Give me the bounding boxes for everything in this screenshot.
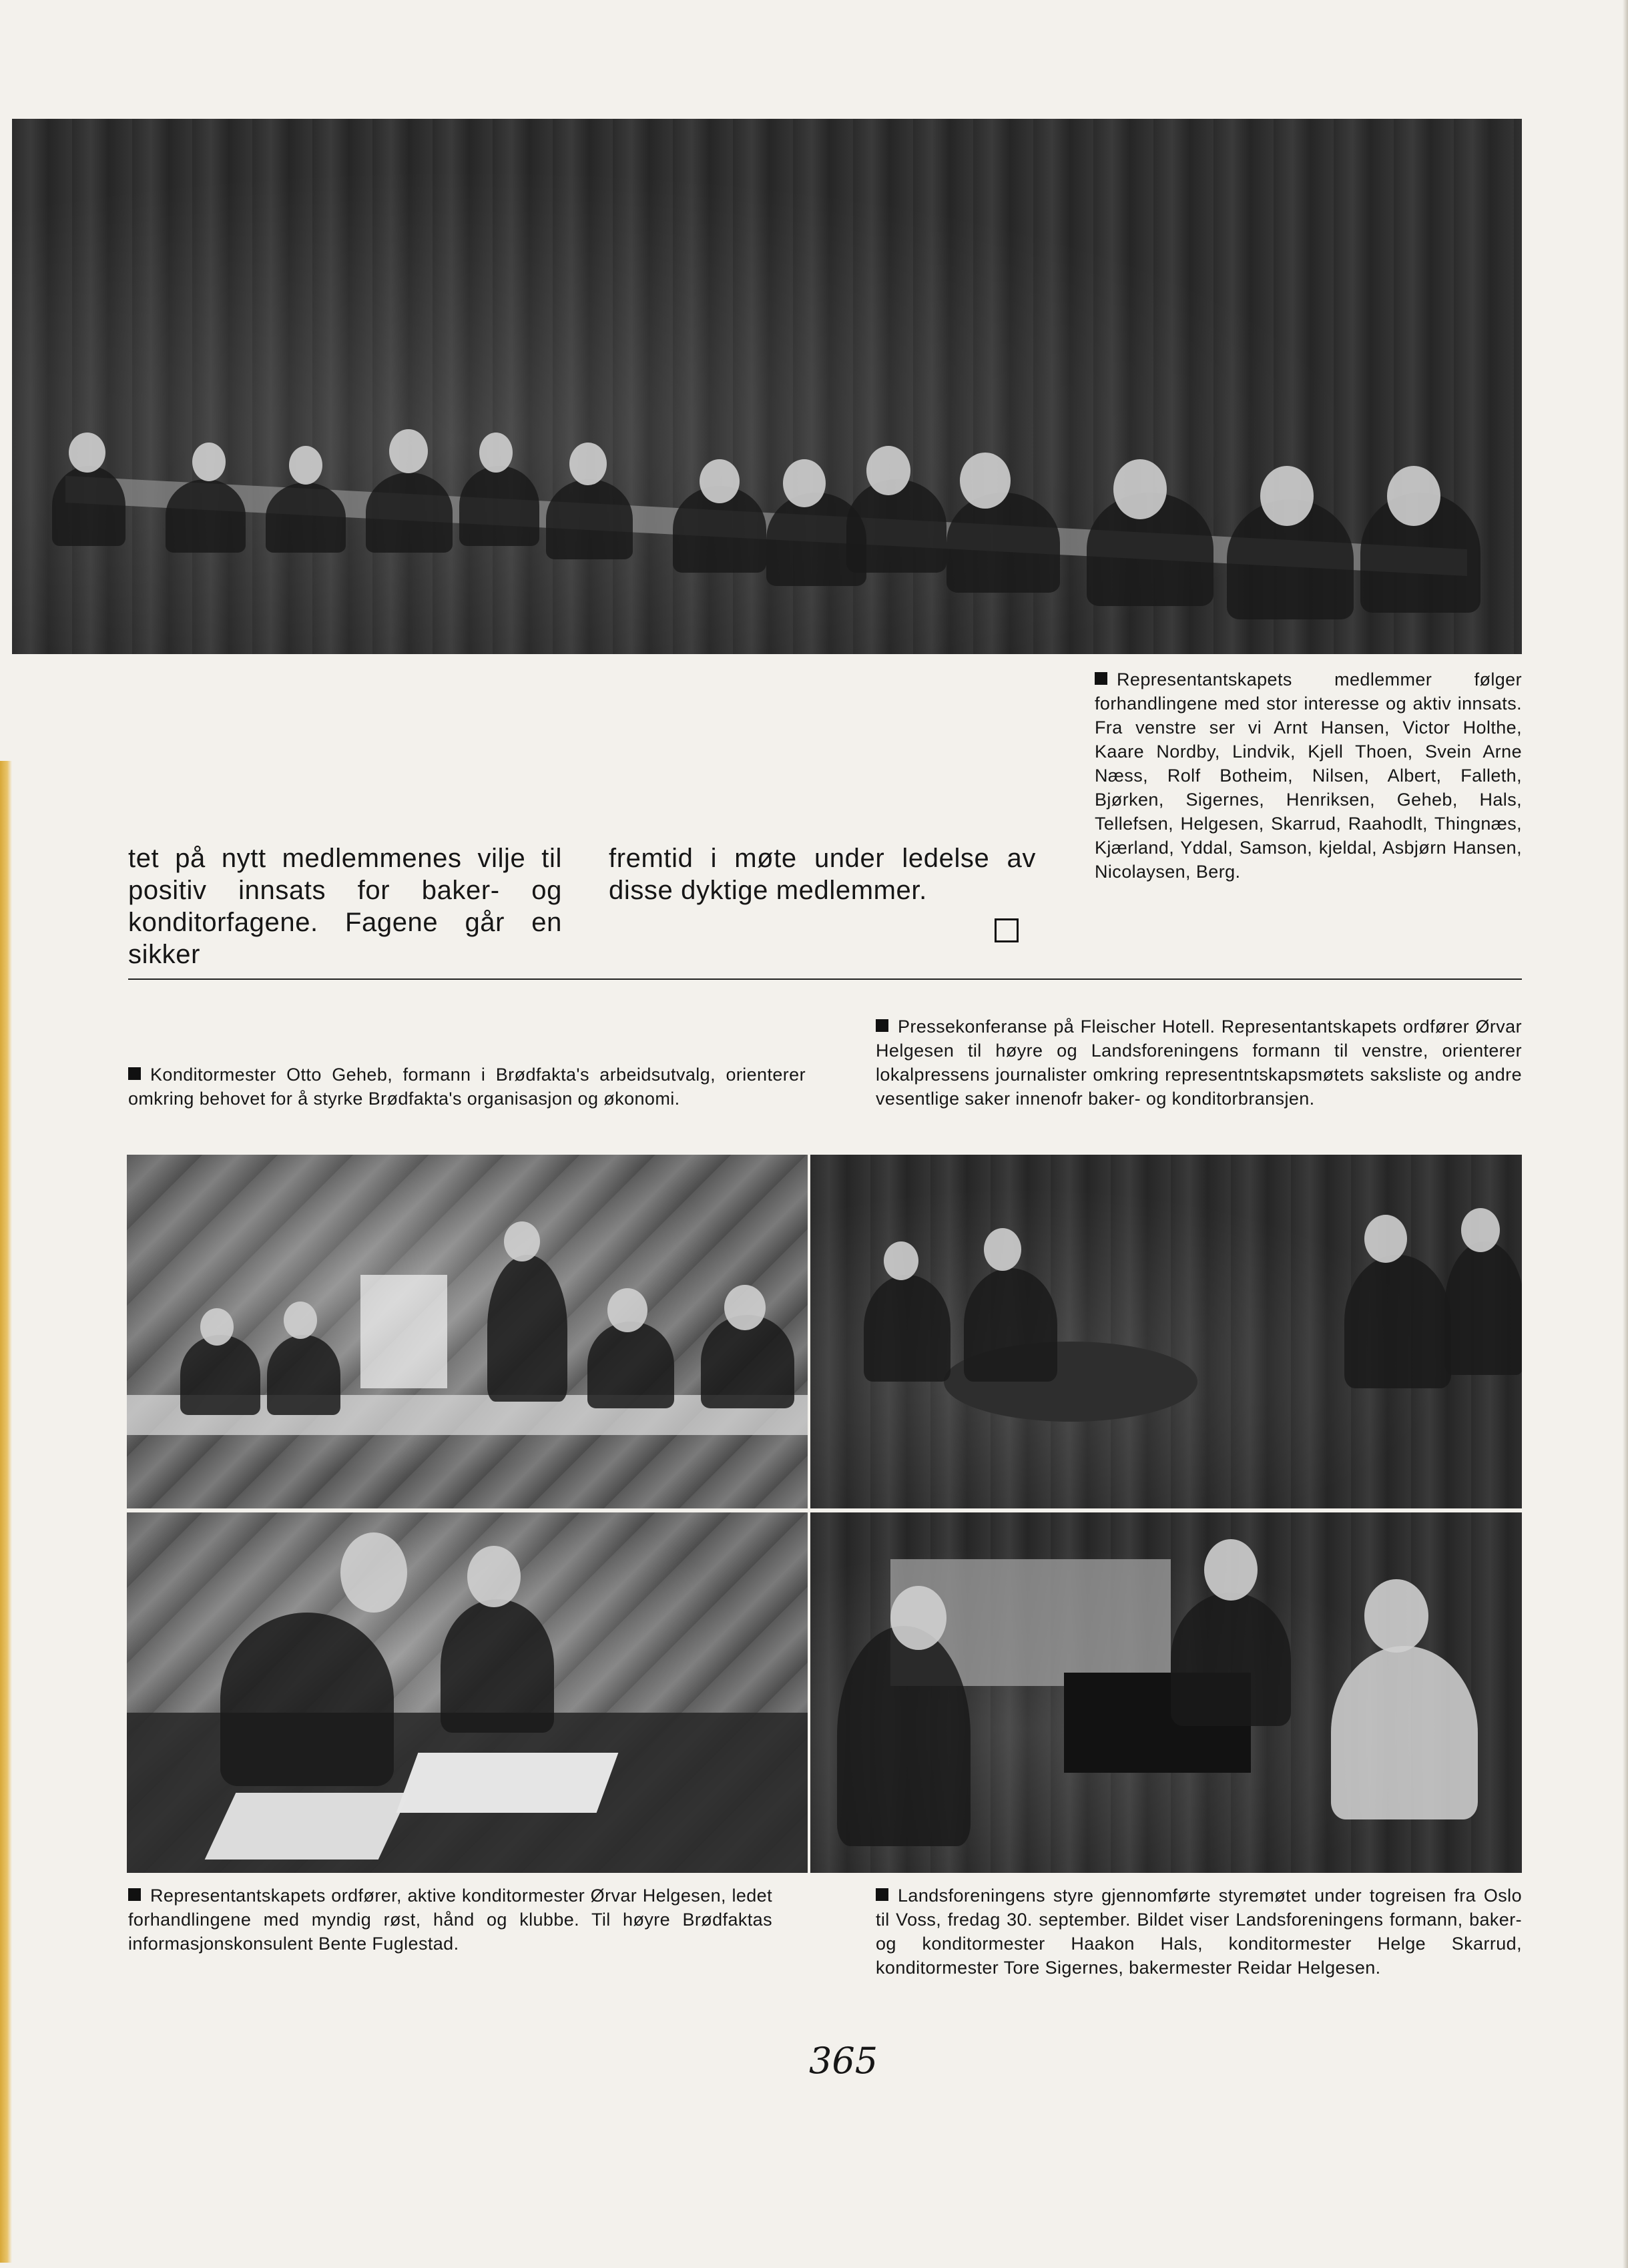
bullet-square-icon: [876, 1019, 888, 1032]
section-divider: [128, 978, 1522, 980]
caption-text: Konditormester Otto Geheb, formann i Brødfakta's arbeidsutvalg, orienterer omkring behovet for å styrke Brødfakta's organisasjon og økonomi.: [128, 1065, 806, 1109]
caption-press-conference: [876, 1015, 1522, 1111]
photo-council-meeting: [12, 119, 1522, 654]
body-text-column-1: tet på nytt medlemmenes vilje til positiv innsats for baker- og konditorfagene. Fagene går en sikker: [128, 844, 562, 969]
caption-otto-geheb: [128, 1063, 806, 1111]
bullet-square-icon: [876, 1888, 888, 1901]
photo-press-conference: [810, 1155, 1522, 1508]
caption-text: Pressekonferanse på Fleischer Hotell. Representantskapets ordfører Ørvar Helgesen til høyre og Landsforeningens formann til venstre, orienterer lokalpressens journalister omkring representntskapsmøtets saksliste og andre vesentlige saker innenofr baker- og konditorbransjen.: [876, 1017, 1522, 1109]
page-number: 365: [809, 2040, 878, 2082]
caption-board-train: [876, 1884, 1522, 1980]
bullet-square-icon: [128, 1067, 141, 1080]
page-binding-edge: [1623, 0, 1628, 2268]
caption-council-members: [1095, 667, 1522, 884]
bullet-square-icon: [128, 1888, 141, 1901]
body-text-column-2: fremtid i møte under ledelse av disse dyktige medlemmer.: [609, 844, 1036, 905]
page-edge-strip: [0, 761, 12, 2263]
photo-otto-geheb-presentation: [127, 1155, 808, 1508]
bullet-square-icon: [1095, 672, 1107, 685]
photo-board-meeting-train: [810, 1512, 1522, 1873]
caption-ordforer-helgesen: [128, 1884, 772, 1956]
photo-chairman-gavel: [127, 1512, 808, 1873]
caption-text: Landsforeningens styre gjennomførte styremøtet under togreisen fra Oslo til Voss, fredag 30. september. Bildet viser Landsforeningens formann, baker- og konditormester Haakon Hals, konditormester Helge Skarrud, konditormester Tore Sigernes, bakermester Reidar Helgesen.: [876, 1886, 1522, 1978]
caption-text: Representantskapets ordfører, aktive konditormester Ørvar Helgesen, ledet forhandlingene med myndig røst, hånd og klubbe. Til høyre Brødfaktas informasjonskonsulent Bente Fuglestad.: [128, 1886, 772, 1954]
end-of-article-icon: [995, 918, 1019, 942]
caption-text: Representantskapets medlemmer følger forhandlingene med stor interesse og aktiv innsats. Fra venstre ser vi Arnt Hansen, Victor Holthe, Kaare Nordby, Lindvik, Kjell Thoen, Svein Arne Næss, Rolf Botheim, Nilsen, Albert, Falleth, Bjørken, Sigernes, Henriksen, Geheb, Hals, Tellefsen, Helgesen, Skarrud, Raahodlt, Thingnæs, Kjærland, Yddal, Samson, kjeldal, Asbjørn Hansen, Nicolaysen, Berg.: [1095, 669, 1522, 882]
